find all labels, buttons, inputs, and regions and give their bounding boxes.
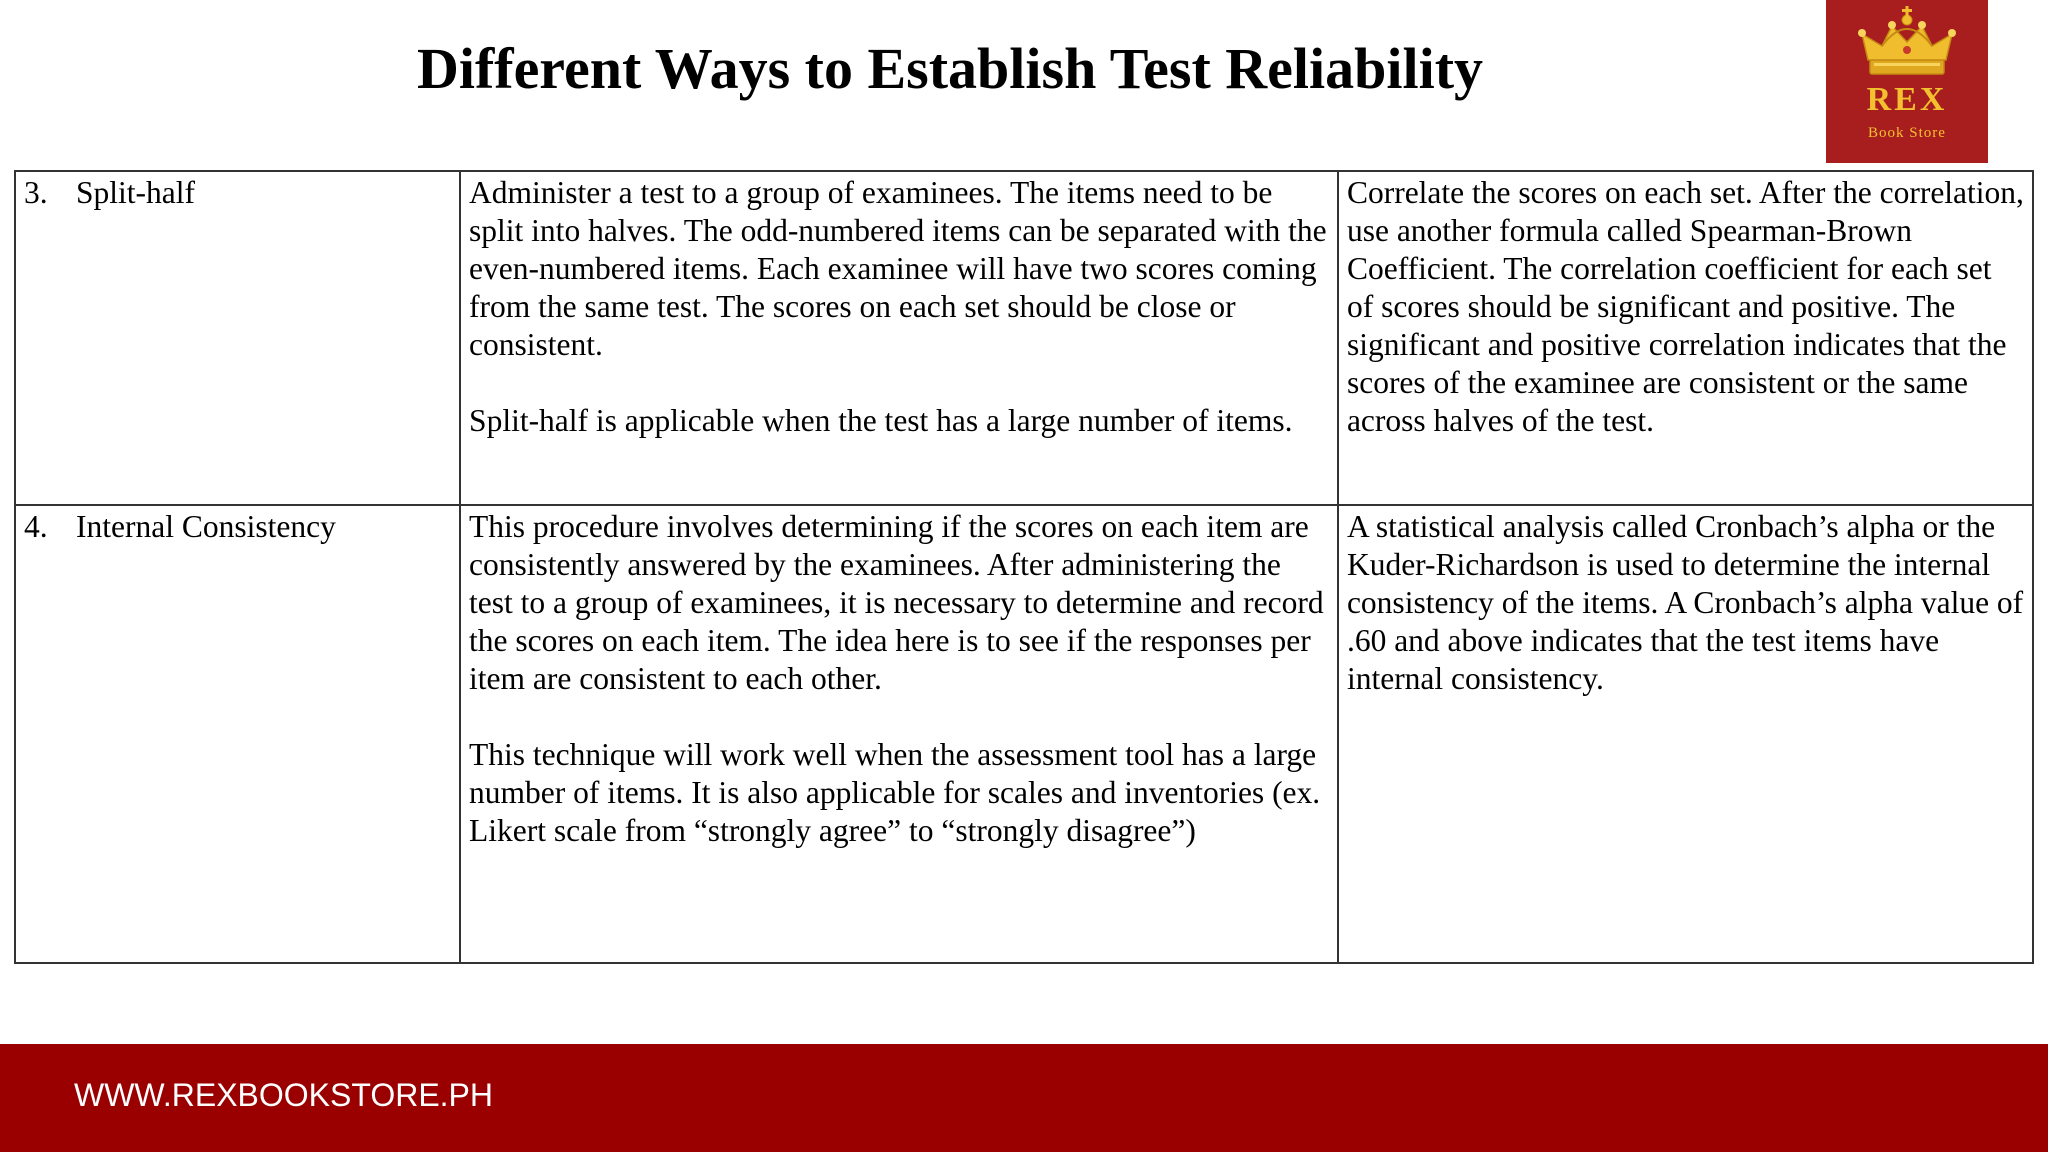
method-number: 3.: [24, 175, 48, 210]
crown-icon: [1826, 0, 1988, 90]
procedure-cell: [460, 171, 1338, 505]
procedure-paragraph: This technique will work well when the assessment tool has a large number of items. It is also applicable for scales and inventories (ex. Likert scale from “strongly agree” to “strongly disagree”): [469, 737, 1321, 848]
rex-book-store-logo: [1826, 0, 1988, 163]
statistics-paragraph: Correlate the scores on each set. After the correlation, use another formula called Spearman-Brown Coefficient. The correlation coefficient for each set of scores should be significant and positive. The significant and positive correlation indicates that the scores of the examinee are consistent or the same across halves of the test.: [1346, 175, 2024, 438]
website-link[interactable]: WWW.REXBOOKSTORE.PH: [74, 1077, 493, 1113]
method-cell: [15, 171, 460, 505]
logo-brand-text: REX: [1866, 81, 1948, 118]
logo-subtitle-text: Book Store: [1868, 125, 1946, 141]
method-number: 4.: [24, 509, 48, 544]
statistics-paragraph: A statistical analysis called Cronbach’s alpha or the Kuder-Richardson is used to determine the internal consistency of the items. A Cronbach’s alpha value of .60 and above indicates that the test items have internal consistency.: [1346, 509, 2024, 696]
statistics-cell: [1338, 505, 2033, 963]
reliability-methods-table: [14, 170, 2034, 964]
procedure-cell: [460, 505, 1338, 963]
statistics-cell: [1338, 171, 2033, 505]
table-row: [15, 505, 2033, 963]
page-title: Different Ways to Establish Test Reliability: [416, 36, 1484, 101]
footer-bar: [0, 1044, 2048, 1152]
method-name: Split-half: [76, 175, 195, 210]
method-cell: [15, 505, 460, 963]
table-row: [15, 171, 2033, 505]
procedure-paragraph: Administer a test to a group of examinees. The items need to be split into halves. The odd-numbered items can be separated with the even-numbered items. Each examinee will have two scores coming from the same test. The scores on each set should be close or consistent.: [469, 175, 1327, 362]
procedure-paragraph: This procedure involves determining if the scores on each item are consistently answered by the examinees. After administering the test to a group of examinees, it is necessary to determine and record the scores on each item. The idea here is to see if the responses per item are consistent to each other.: [469, 509, 1324, 696]
method-name: Internal Consistency: [76, 509, 336, 544]
procedure-paragraph: Split-half is applicable when the test has a large number of items.: [469, 403, 1293, 438]
